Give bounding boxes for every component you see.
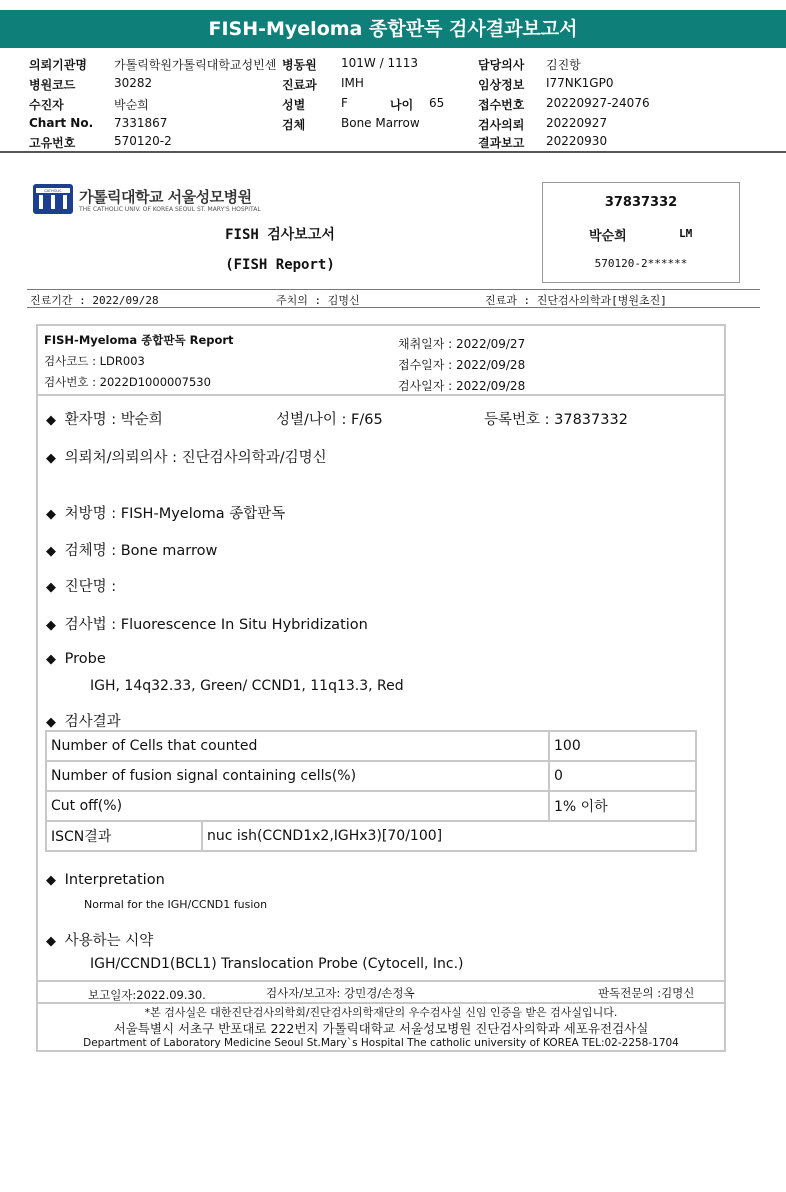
result-value-cell: 0 — [549, 761, 696, 791]
header-label: 나이 — [390, 98, 414, 112]
table-row — [46, 731, 696, 761]
report-date: 보고일자:2022.09.30. — [88, 988, 206, 1002]
visit-dept: 진료과 : 진단검사의학과[병원초진] — [485, 294, 667, 307]
receive-date: 접수일자 : 2022/09/28 — [398, 358, 526, 372]
diamond-bullet-icon: ◆ — [46, 934, 56, 949]
diamond-bullet-icon: ◆ — [46, 451, 56, 466]
header-label: 병원코드 — [29, 78, 76, 92]
diamond-bullet-icon: ◆ — [46, 715, 56, 730]
patient-name-field: 환자명 : 박순희 — [64, 412, 163, 428]
referral-line — [46, 446, 327, 467]
method-text: 검사법 : Fluorescence In Situ Hybridization — [64, 617, 368, 633]
table-row — [46, 761, 696, 791]
reagent-label: 사용하는 시약 — [64, 933, 154, 949]
header-value: 65 — [429, 96, 445, 110]
header-value: 570120-2 — [114, 134, 172, 148]
visit-period: 진료기간 : 2022/09/28 — [30, 294, 159, 307]
table-row — [46, 791, 696, 821]
header-label: 검체 — [282, 118, 306, 132]
header-value: Bone Marrow — [341, 116, 420, 130]
visit-divider-top — [27, 289, 760, 290]
diamond-bullet-icon: ◆ — [46, 413, 56, 428]
probe-detail: IGH, 14q32.33, Green/ CCND1, 11q13.3, Red — [90, 678, 404, 694]
test-code: 검사코드 : LDR003 — [44, 354, 145, 368]
header-value: 20220927 — [546, 116, 608, 130]
header-label: Chart No. — [29, 116, 94, 130]
header-label: 결과보고 — [478, 136, 525, 150]
diamond-bullet-icon: ◆ — [46, 544, 56, 559]
interpretation-detail: Normal for the IGH/CCND1 fusion — [84, 898, 268, 911]
specimen-text: 검체명 : Bone marrow — [64, 543, 218, 559]
report-name: FISH-Myeloma 종합판독 Report — [44, 333, 234, 347]
header-value: 7331867 — [114, 116, 168, 130]
diamond-bullet-icon: ◆ — [46, 873, 56, 888]
reading-doctor: 판독전문의 :김명신 — [598, 986, 695, 1000]
request-header — [0, 52, 786, 152]
header-value: 박순희 — [114, 98, 149, 112]
header-label: 의뢰기관명 — [29, 58, 87, 72]
diamond-bullet-icon: ◆ — [46, 580, 56, 595]
patient-name: 박순희 — [589, 229, 627, 244]
probe-line — [46, 651, 106, 667]
patient-sex-age: 성별/나이 : F/65 — [276, 412, 383, 428]
interpretation-heading — [46, 872, 165, 888]
result-value-cell: 100 — [549, 731, 696, 761]
hospital-logo-text: CATHOLIC — [44, 189, 62, 194]
hospital-name-en: THE CATHOLIC UNIV. OF KOREA SEOUL ST. MARY'S HOSPITAL — [79, 206, 261, 213]
header-value: 김진항 — [546, 58, 581, 72]
interpretation-label: Interpretation — [64, 872, 165, 888]
report-title-bar: FISH-Myeloma 종합판독 검사결과보고서 — [0, 10, 786, 48]
header-value: IMH — [341, 76, 364, 90]
result-label-cell: Number of fusion signal containing cells(%) — [46, 761, 549, 791]
result-value-cell: 1% 이하 — [549, 791, 696, 821]
reagent-heading — [46, 929, 153, 950]
header-value: 20220930 — [546, 134, 608, 148]
patient-reg-number: 570120-2****** — [594, 257, 688, 270]
reagent-detail: IGH/CCND1(BCL1) Translocation Probe (Cytocell, Inc.) — [90, 956, 464, 972]
header-value: 가톨릭학원가톨릭대학교성빈센 — [114, 58, 277, 72]
table-row — [46, 821, 696, 851]
test-date: 검사일자 : 2022/09/28 — [398, 379, 526, 393]
patient-code: LM — [679, 227, 693, 240]
collect-date: 채취일자 : 2022/09/27 — [398, 337, 526, 351]
diagnosis-text: 진단명 : — [64, 579, 117, 595]
header-label: 진료과 — [282, 78, 317, 92]
header-label: 접수번호 — [478, 98, 525, 112]
hospital-brand — [33, 184, 293, 218]
iscn-label-cell: ISCN결과 — [46, 821, 202, 851]
header-value: F — [341, 96, 348, 110]
patient-number: 37837332 — [604, 195, 678, 210]
patient-reg-field: 등록번호 : 37837332 — [484, 412, 628, 428]
hospital-logo-icon — [33, 184, 73, 214]
footer-divider — [38, 980, 724, 982]
header-label: 병동원 — [282, 58, 317, 72]
referral-text: 의뢰처/의뢰의사 : 진단검사의학과/김명신 — [64, 450, 327, 466]
result-label-cell: Cut off(%) — [46, 791, 549, 821]
result-heading — [46, 710, 121, 731]
probe-label: Probe — [64, 651, 106, 667]
header-label: 담당의사 — [478, 58, 525, 72]
order-text: 처방명 : FISH-Myeloma 종합판독 — [64, 506, 286, 522]
test-number: 검사번호 : 2022D1000007530 — [44, 375, 211, 389]
header-value: 20220927-24076 — [546, 96, 650, 110]
visit-doctor: 주치의 : 김명신 — [276, 294, 360, 307]
header-label: 고유번호 — [29, 136, 76, 150]
report-subtitle: (FISH Report) — [225, 257, 335, 273]
diamond-bullet-icon: ◆ — [46, 652, 56, 667]
header-divider — [0, 151, 786, 153]
iscn-value-cell: nuc ish(CCND1x2,IGHx3)[70/100] — [202, 821, 696, 851]
visit-divider-bottom — [27, 307, 760, 308]
header-label: 임상정보 — [478, 78, 525, 92]
header-label: 검사의뢰 — [478, 118, 525, 132]
report-title: FISH 검사보고서 — [225, 227, 335, 243]
header-value: I77NK1GP0 — [546, 76, 614, 90]
result-table — [45, 730, 697, 852]
diamond-bullet-icon: ◆ — [46, 618, 56, 633]
result-label-cell: Number of Cells that counted — [46, 731, 549, 761]
hospital-name: 가톨릭대학교 서울성모병원 — [79, 188, 252, 206]
header-value: 30282 — [114, 76, 153, 90]
diagnosis-line — [46, 575, 116, 596]
patient-info-line — [46, 408, 163, 429]
header-label: 성별 — [282, 98, 306, 112]
lab-address: 서울특별시 서초구 반포대로 222번지 가톨릭대학교 서울성모병원 진단검사의학과 세포유전검사실 — [113, 1021, 649, 1036]
result-label: 검사결과 — [64, 714, 121, 730]
tester: 검사자/보고자: 강민경/손정옥 — [266, 986, 415, 1000]
meta-divider — [38, 394, 724, 396]
certification-note: *본 검사실은 대한진단검사의학회/진단검사의학재단의 우수검사실 신임 인증을 받은 검사실입니다. — [144, 1006, 618, 1019]
header-value: 101W / 1113 — [341, 56, 418, 70]
patient-id-box — [542, 182, 740, 283]
report-frame — [36, 324, 726, 1052]
header-label: 수진자 — [29, 98, 64, 112]
method-line — [46, 613, 368, 634]
diamond-bullet-icon: ◆ — [46, 507, 56, 522]
order-line — [46, 502, 285, 523]
specimen-line — [46, 539, 217, 560]
lab-contact: Department of Laboratory Medicine Seoul St.Mary`s Hospital The catholic university of KOREA TEL:02-2258-1704 — [83, 1037, 679, 1049]
